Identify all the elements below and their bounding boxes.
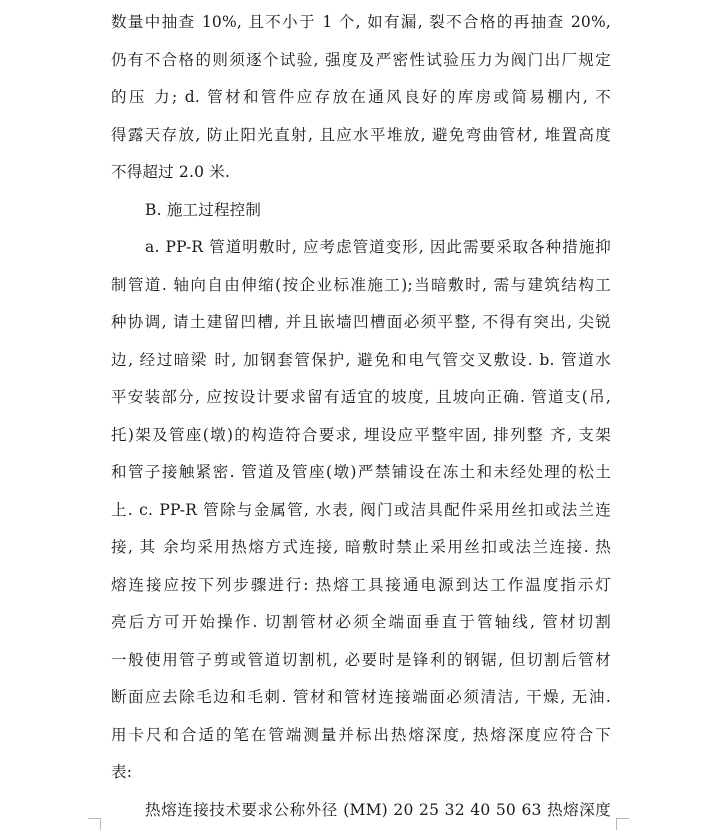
text-line: 数量中抽查 10%, 且不小于 1 个, 如有漏, 裂不合格的再抽查 20%,	[111, 13, 611, 31]
text-line: 边, 经过暗梁 时, 加钢套管保护, 避免和电气管交叉敷设. b. 管道水	[111, 350, 611, 369]
document-body	[111, 4, 611, 829]
text-line: 熔连接应按下列步骤进行: 热熔工具接通电源到达工作温度指示灯	[111, 575, 611, 594]
page-margin-tick-bottom-left	[88, 818, 100, 819]
text-line: 托)架及管座(墩)的构造符合要求, 埋设应平整牢固, 排列整 齐, 支架	[111, 425, 611, 444]
text-line: 平安装部分, 应按设计要求留有适宜的坡度, 且坡向正确. 管道支(吊,	[111, 388, 611, 406]
page-margin-tick-bottom-right	[617, 818, 629, 819]
text-line: 一般使用管子剪或管道切割机, 必要时是锋利的钢锯, 但切割后管材	[111, 650, 611, 669]
text-line: 和管子接触紧密. 管道及管座(墩)严禁铺设在冻土和未经处理的松土	[111, 463, 611, 481]
page-margin-corner-bottom-left	[88, 818, 101, 830]
text-line: 用卡尺和合适的笔在管端测量并标出热熔深度, 热熔深度应符合下	[111, 725, 611, 744]
text-line: 上. c. PP-R 管除与金属管, 水表, 阀门或洁具配件采用丝扣或法兰连	[111, 500, 611, 519]
text-line: 种协调, 请土建留凹槽, 并且嵌墙凹槽面必须平整, 不得有突出, 尖锐	[111, 313, 611, 331]
text-line: 不得超过 2.0 米.	[111, 163, 231, 181]
text-line: 表:	[111, 763, 133, 781]
text-line: 仍有不合格的则须逐个试验, 强度及严密性试验压力为阀门出厂规定	[111, 50, 611, 69]
page-margin-corner-bottom-right	[616, 818, 629, 830]
text-line: 的压 力; d. 管材和管件应存放在通风良好的库房或简易棚内, 不	[111, 88, 611, 106]
text-line: 接, 其 余均采用热熔方式连接, 暗敷时禁止采用丝扣或法兰连接. 热	[111, 538, 611, 556]
text-line: 断面应去除毛边和毛刺. 管材和管材连接端面必须清洁, 干燥, 无油.	[111, 688, 611, 706]
text-line: 得露天存放, 防止阳光直射, 且应水平堆放, 避免弯曲管材, 堆置高度	[111, 125, 611, 144]
text-line: a. PP-R 管道明敷时, 应考虑管道变形, 因此需要采取各种措施抑	[145, 238, 611, 256]
section-heading: B. 施工过程控制	[145, 200, 262, 219]
text-line: 制管道. 轴向自由伸缩(按企业标准施工);当暗敷时, 需与建筑结构工	[111, 275, 611, 294]
text-line: 热熔连接技术要求公称外径 (MM) 20 25 32 40 50 63 热熔深度	[145, 800, 611, 819]
text-line: 亮后方可开始操作. 切割管材必须全端面垂直于管轴线, 管材切割	[111, 613, 611, 631]
